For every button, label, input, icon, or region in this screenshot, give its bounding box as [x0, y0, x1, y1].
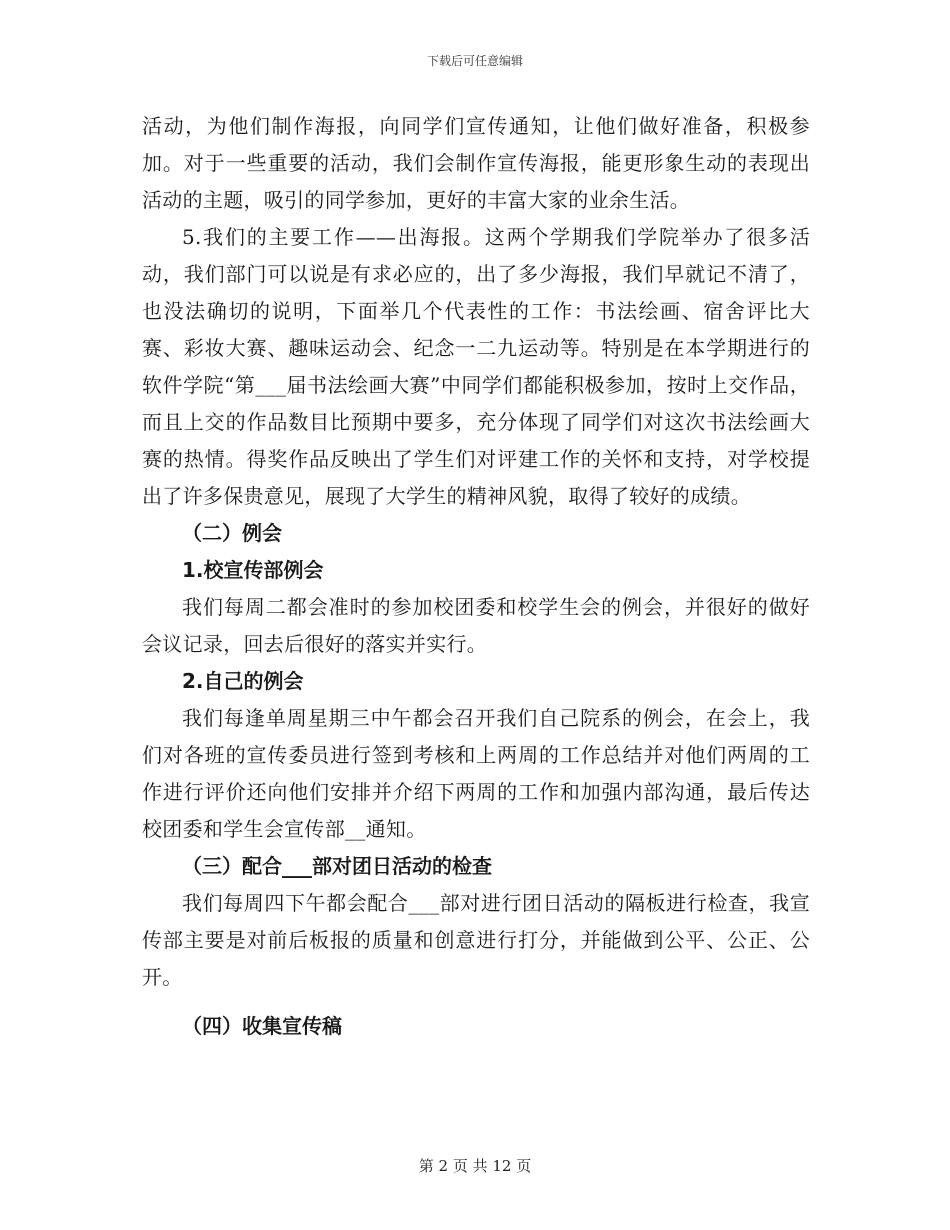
- paragraph-5: 我们每周四下午都会配合___部对进行团日活动的隔板进行检查，我宣传部主要是对前后板报的质量和创意进行打分，并能做到公平、公正、公开。: [142, 891, 810, 989]
- heading-school-meeting: 1.校宣传部例会: [182, 558, 324, 582]
- heading-meetings: （二）例会: [182, 521, 282, 545]
- page-header: 下载后可任意编辑: [426, 54, 523, 68]
- document-body: [142, 108, 810, 1045]
- heading-inspection: （三）配合___部对团日活动的检查: [182, 854, 492, 878]
- paragraph-2: 5.我们的主要工作——出海报。这两个学期我们学院举办了很多活动，我们部门可以说是有求必应的，出了多少海报，我们早就记不清了，也没法确切的说明，下面举几个代表性的工作：书法绘画、宿舍评比大赛、彩妆大赛、趣味运动会、纪念一二九运动等。特别是在本学期进行的软件学院“第___届书法绘画大赛”中同学们都能积极参加，按时上交作品，而且上交的作品数目比预期中要多，充分体现了同学们对这次书法绘画大赛的热情。得奖作品反映出了学生们对评建工作的关怀和支持，对学校提出了许多保贵意见，展现了大学生的精神风貌，取得了较好的成绩。: [142, 225, 810, 508]
- heading-collect-drafts: （四）收集宣传稿: [182, 1014, 342, 1038]
- page-footer: 第 2 页 共 12 页: [418, 1157, 532, 1175]
- paragraph-3: 我们每周二都会准时的参加校团委和校学生会的例会，并很好的做好会议记录，回去后很好的落实并实行。: [142, 595, 810, 656]
- paragraph-1: 活动，为他们制作海报，向同学们宣传通知，让他们做好准备，积极参加。对于一些重要的活动，我们会制作宣传海报，能更形象生动的表现出活动的主题，吸引的同学参加，更好的丰富大家的业余生活。: [142, 114, 810, 212]
- heading-own-meeting: 2.自己的例会: [182, 669, 304, 693]
- paragraph-4: 我们每逢单周星期三中午都会召开我们自己院系的例会，在会上，我们对各班的宣传委员进行签到考核和上两周的工作总结并对他们两周的工作进行评价还向他们安排并介绍下两周的工作和加强内部沟通，最后传达校团委和学生会宣传部__通知。: [142, 706, 810, 841]
